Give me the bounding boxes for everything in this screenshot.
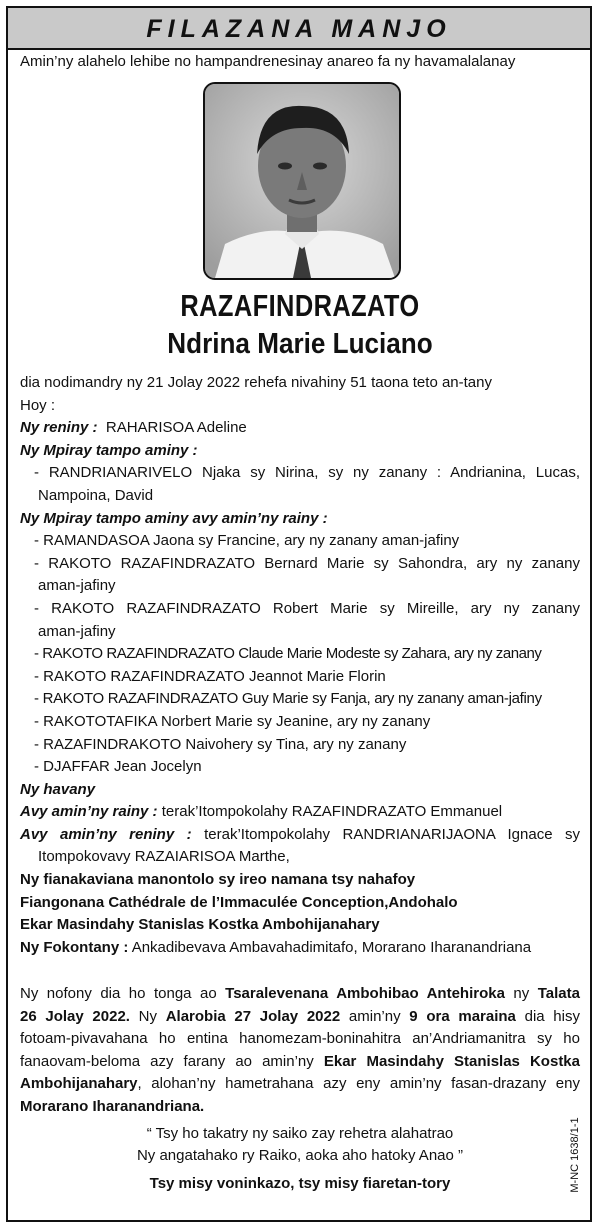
list-item: aman-jafiny: [38, 577, 116, 595]
notice-body: [20, 372, 580, 959]
notice-title: FILAZANA MANJO: [146, 15, 452, 43]
church-line: Fiangonana Cathédrale de l’Immaculée Conception,Andohalo: [20, 893, 458, 911]
paternal-relatives-text: terak’Itompokolahy RAZAFINDRAZATO Emmanuel: [161, 803, 503, 821]
funeral-line: [20, 1073, 580, 1096]
mother-name: RAHARISOA Adeline: [105, 419, 247, 437]
mother-line: [20, 417, 580, 440]
quote-block: [0, 1123, 600, 1167]
closing-text: Tsy misy voninkazo, tsy misy fiaretan-tory: [149, 1175, 451, 1192]
portrait-illustration: [205, 84, 399, 278]
service-venue: Ekar Masindahy Stanislas Kostka: [323, 1052, 580, 1070]
maternal-relatives-text: terak’Itompokolahy RANDRIANARIJAONA Ignace sy: [204, 825, 581, 843]
siblings-label: Ny Mpiray tampo aminy :: [20, 441, 198, 459]
text-run: Ny nofony dia ho tonga ao: [20, 985, 226, 1002]
funeral-line: [20, 1006, 580, 1029]
maternal-relatives: [20, 824, 580, 847]
list-item: - DJAFFAR Jean Jocelyn: [34, 758, 202, 776]
intro-text: Amin’ny alahelo lehibe no hampandrenesinay anareo fa ny havamalalanay: [20, 53, 516, 70]
text-run: dia hisy: [515, 1007, 580, 1025]
list-item: - RAKOTO RAZAFINDRAZATO Bernard Marie sy Sahondra, ary ny zanany: [34, 554, 580, 572]
hoy-label: Hoy :: [20, 396, 56, 414]
fokontany-text: Ankadibevava Ambavahadimitafo, Morarano Iharanandriana: [131, 938, 532, 956]
list-item: aman-jafiny: [38, 622, 116, 640]
funeral-paragraph: [20, 983, 580, 1119]
text-run: , alohan’ny hametrahana azy eny amin’ny fasan-drazany eny: [137, 1075, 580, 1093]
death-notice: dia nodimandry ny 21 Jolay 2022 rehefa nivahiny 51 taona teto an-tany: [20, 374, 492, 391]
arrival-date: 26 Jolay 2022.: [20, 1007, 130, 1025]
service-venue-cont: Ambohijanahary: [20, 1075, 138, 1093]
funeral-line: fotoam-pivavahana ho entina hanomezam-boninahitra an’Andriamanitra sy ho: [20, 1030, 580, 1048]
quote-line: “ Tsy ho takatry ny saiko zay rehetra alahatrao: [146, 1125, 454, 1142]
paternal-relatives-label: Avy amin’ny rainy :: [20, 803, 158, 821]
mother-label: Ny reniny :: [20, 419, 98, 437]
relatives-label: Ny havany: [20, 780, 96, 798]
reference-code: [565, 1100, 585, 1210]
list-item: - RAKOTO RAZAFINDRAZATO Jeannot Marie Florin: [34, 667, 386, 685]
text-run: amin’ny: [340, 1007, 410, 1025]
text-run: fanaovam-beloma azy farany ao amin’ny: [20, 1052, 324, 1070]
morgue-name: Tsaralevenana Ambohibao Antehiroka: [225, 985, 505, 1002]
maternal-relatives-label: Avy amin’ny reniny :: [20, 825, 192, 843]
paternal-siblings-label: Ny Mpiray tampo aminy avy amin’ny rainy :: [20, 509, 328, 527]
paternal-relatives: [20, 801, 580, 824]
service-date: Alarobia 27 Jolay 2022: [165, 1007, 341, 1025]
list-item: Nampoina, David: [38, 486, 154, 504]
reference-text: M-NC 1638/1-1: [569, 1117, 581, 1193]
list-item: - RAZAFINDRAKOTO Naivohery sy Tina, ary ny zanany: [34, 735, 407, 753]
list-item: - RAMANDASOA Jaona sy Francine, ary ny zanany aman-jafiny: [34, 532, 460, 550]
text-run: Ny: [129, 1007, 166, 1025]
school-line: Ekar Masindahy Stanislas Kostka Ambohijanahary: [20, 916, 380, 934]
list-item: - RAKOTO RAZAFINDRAZATO Robert Marie sy Mireille, ary ny zanany: [34, 599, 580, 617]
maternal-relatives-cont: Itompokovavy RAZAIARISOA Marthe,: [38, 848, 290, 866]
fokontany-line: [20, 937, 580, 960]
family-line: Ny fianakaviana manontolo sy ireo namana tsy nahafoy: [20, 871, 416, 889]
portrait-photo: [203, 82, 401, 280]
header-banner: [8, 8, 590, 50]
list-item: - RANDRIANARIVELO Njaka sy Nirina, sy ny zanany : Andrianina, Lucas,: [34, 464, 580, 482]
burial-place: Morarano Iharanandriana.: [20, 1097, 205, 1115]
deceased-given-names: Ndrina Marie Luciano: [167, 328, 433, 360]
text-run: ny: [504, 985, 538, 1002]
list-item: - RAKOTO RAZAFINDRAZATO Guy Marie sy Fanja, ary ny zanany aman-jafiny: [34, 690, 542, 708]
list-item: - RAKOTO RAZAFINDRAZATO Claude Marie Modeste sy Zahara, ary ny zanany: [34, 645, 542, 663]
list-item: - RAKOTOTAFIKA Norbert Marie sy Jeanine, ary ny zanany: [34, 712, 431, 730]
deceased-surname: RAZAFINDRAZATO: [180, 288, 420, 323]
funeral-line: [20, 1051, 580, 1074]
funeral-line: [20, 983, 580, 1006]
service-time: 9 ora maraina: [409, 1007, 516, 1025]
arrival-day: Talata: [537, 985, 580, 1002]
fokontany-label: Ny Fokontany :: [20, 938, 129, 956]
quote-line: Ny angatahako ry Raiko, aoka aho hatoky Anao ”: [136, 1147, 464, 1164]
